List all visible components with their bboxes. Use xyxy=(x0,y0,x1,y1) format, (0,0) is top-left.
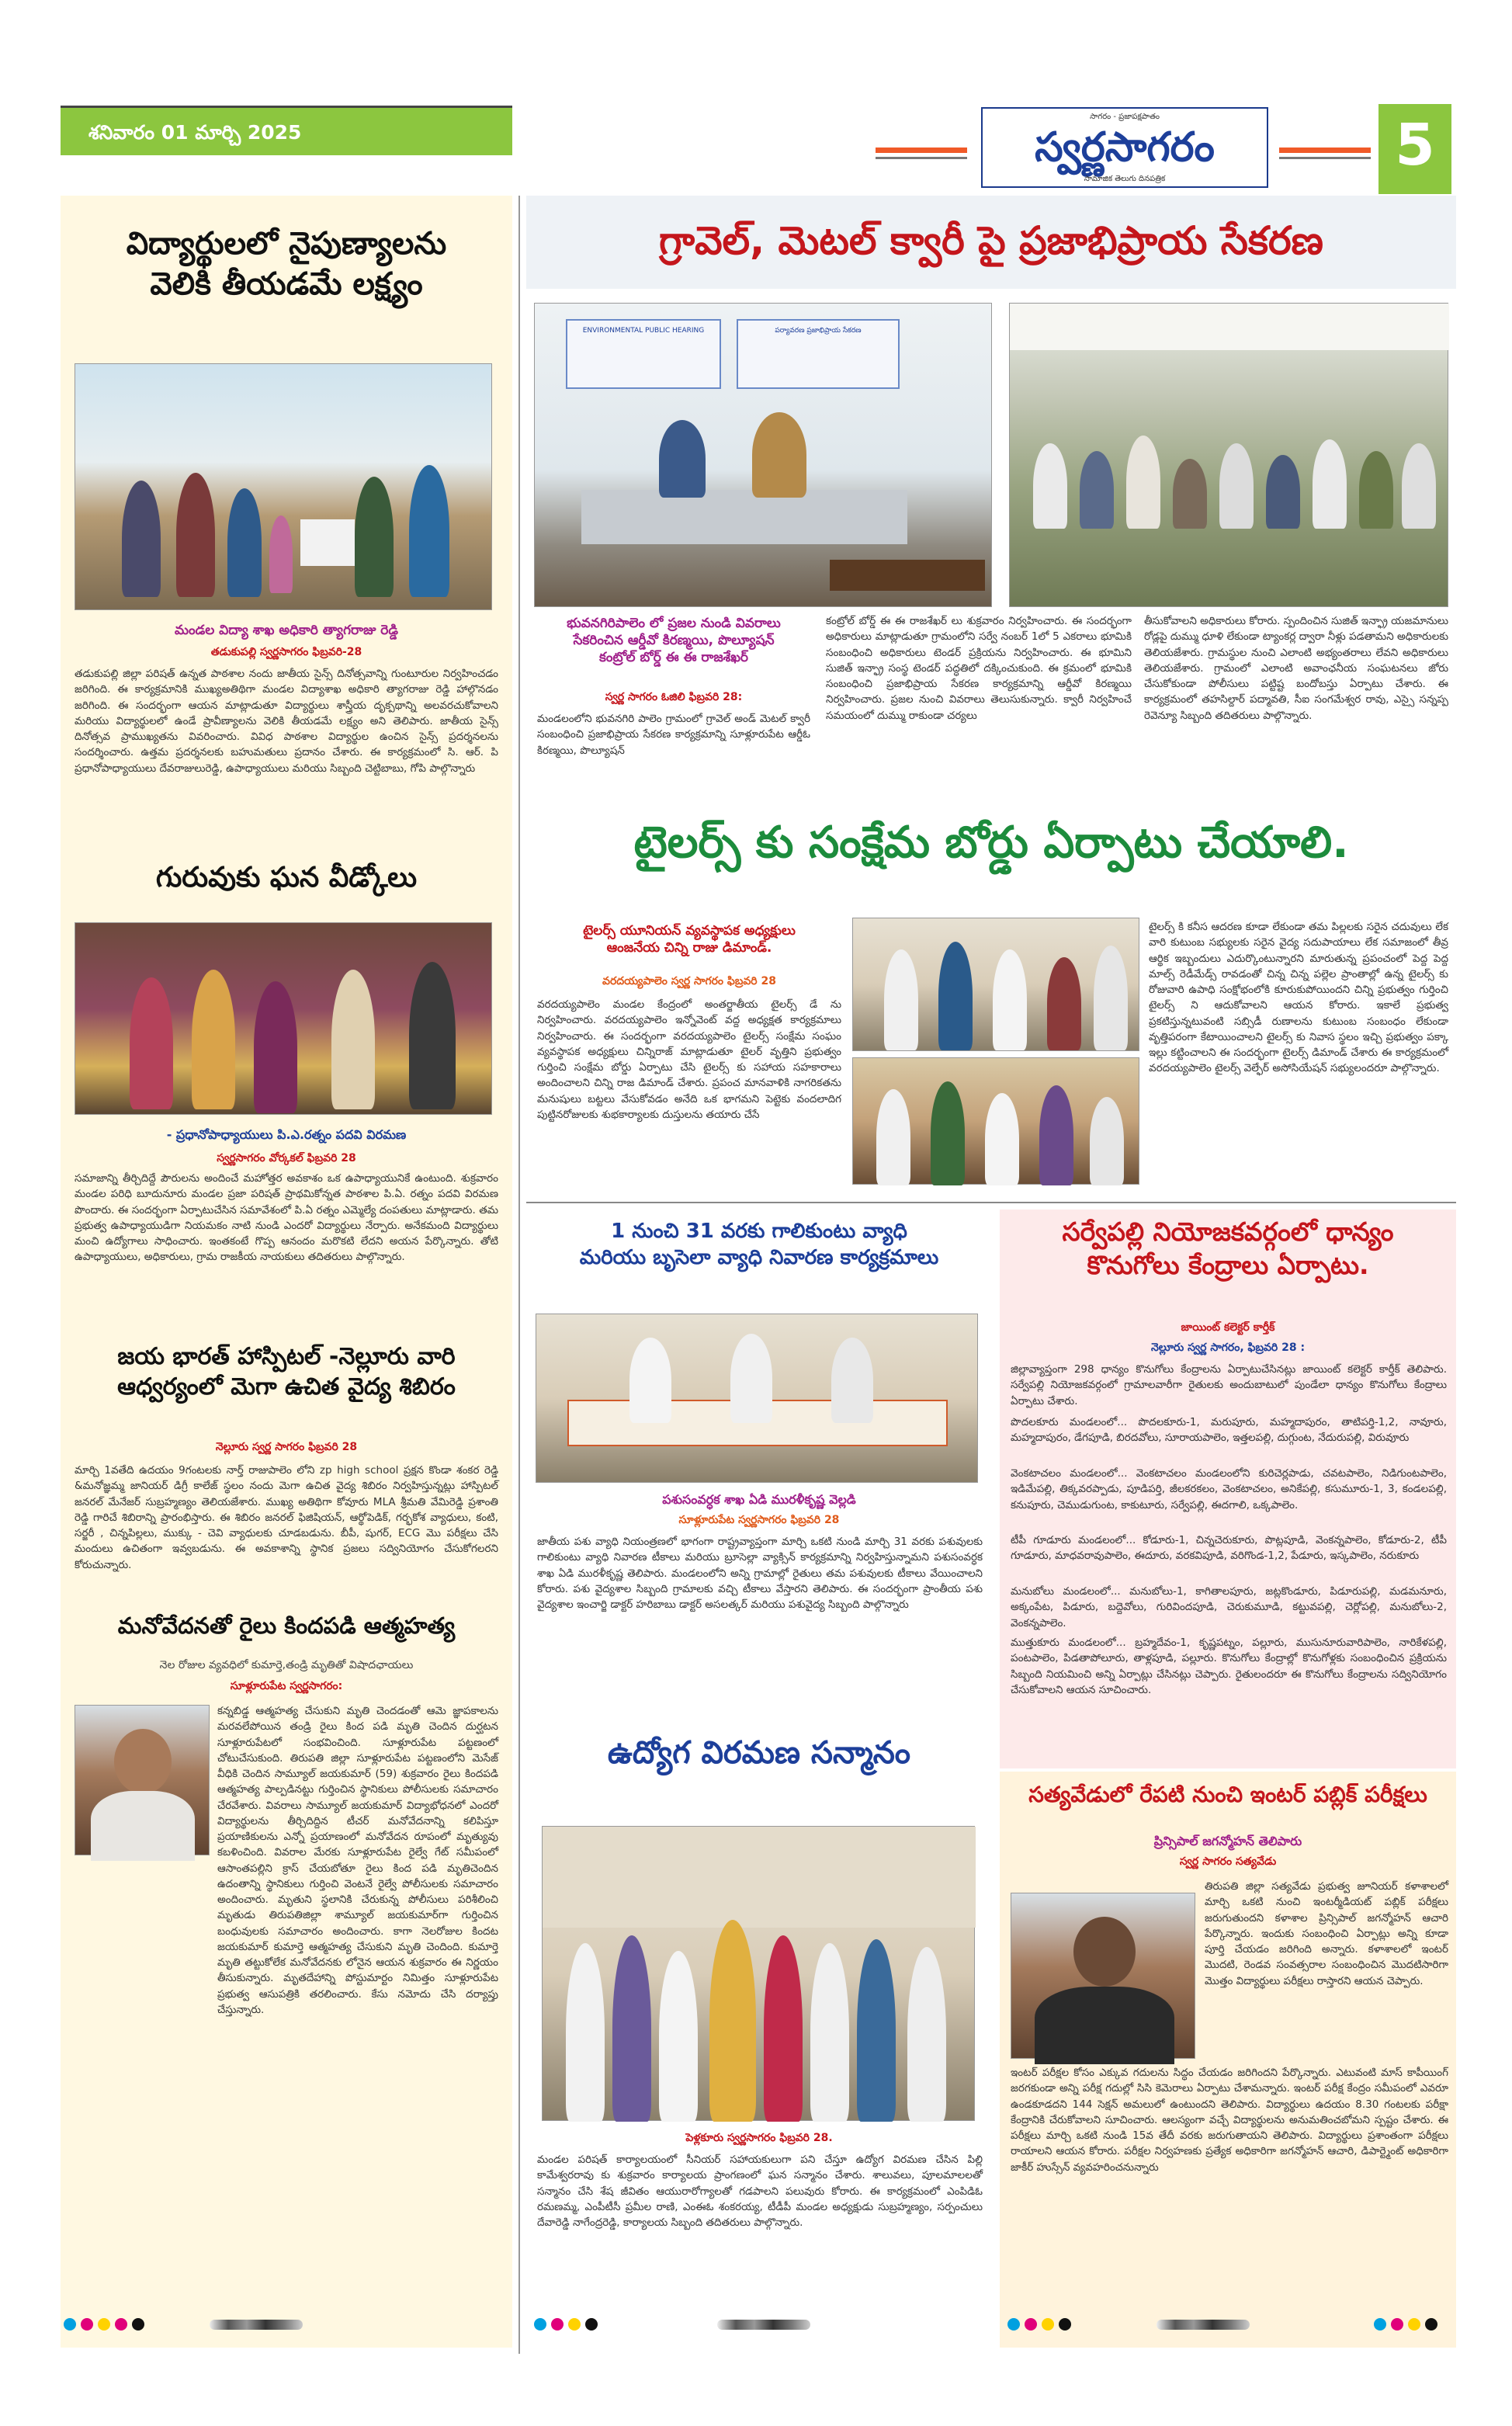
headline-line: వెలికి తీయడమే లక్ష్యం xyxy=(150,266,423,302)
registration-dot xyxy=(132,2318,144,2331)
grayscale-bar xyxy=(210,2320,303,2330)
school-event-photo xyxy=(75,363,492,610)
page-number: 5 xyxy=(1378,104,1451,194)
section-divider xyxy=(526,1202,1456,1203)
registration-dot xyxy=(568,2318,581,2331)
article-body: జాతీయ పశు వ్యాధి నియంత్రణలో భాగంగా రాష్ట్రవ్యాప్తంగా మార్చి ఒకటి నుండి మార్చి 31 వరకు పశువులకు గాలికుంటు వ్యాధి నివారణ టీకాలు మరియు బ్రూసెల్లా వ్యాక్సిన్ కార్యక్రమాన్ని నిర్వహిస్తున్నామని పశుసంవర్ధక శాఖ ఏడి మురళీకృష్ణ తెలిపారు. మండలంలోని అన్ని గ్రామాల్లో రైతులు తమ పశువులకు టీకాలు వేయించాలని కోరారు. పశు వైద్యశాల సిబ్బంది గ్రామాలకు వచ్చి టీకాలు వేస్తారని తెలిపారు. ఈ సందర్భంగా ప్రాంతీయ పశు వైద్యశాల ఇంచార్జి డాక్టర్ హరిబాబు డాక్టర్ అసలత్కర్ మరియు పశువైద్య సిబ్బంది పాల్గొన్నారు xyxy=(537,1536,983,1611)
dateline: స్వర్ణ సాగరం సత్యవేడు xyxy=(1179,1855,1277,1868)
mandal-list-podalakur: పొదలకూరు మండలంలో... పొదలకూరు-1, మరుపూరు, మహ్మదాపురం, తాటిపర్తి-1,2, నావూరు, మహ్మదాపురం, డేగపూడి, బిరదవోలు, సూరాయపాలెం, ఇత్తలపల్లి, దుగ్గుంట, నేదురుపల్లి, విరువూరు xyxy=(1011,1416,1447,1445)
headline-line: జయ భారత్ హాస్పిటల్ -నెల్లూరు వారి xyxy=(117,1343,456,1370)
article-body: మార్చి 1వతేది ఉదయం 9గంటలకు నార్త్ రాజుపాలెం లోని zp high school ప్రక్షన కొండా శంకర రెడ్డి &మనోజ్ఞమ్మ జానియర్ డిగ్రీ కాలేజ్ స్థలం నందు మెగా ఉచిత వైద్య శిబిరం నిర్వహిస్తున్నట్లు హాస్పిటల్ జనరల్ మేనేజర్ సుబ్రహ్మణ్యం తెలియజేశారు. ముఖ్య అతిథిగా కోవూరు MLA శ్రీమతి వేమిరెడ్డి ప్రశాంతి రెడ్డి గారిచే శిబిరాన్ని ప్రారంభిస్తారు. ఈ శిబిరం జనరల్ ఫిజిషియన్, ఆర్థోపెడిక్, గర్భకోశ వ్యాధులు, కంటి, సర్జరీ , చిన్నపిల్లలు, ముక్కు - చెవి వ్యాధులకు చూడబడును. బీపీ, షుగర్, ECG మొ పరీక్షలు చేసి మందులు ఉచితంగా ఇవ్వబడును. ఈ అవకాశాన్ని స్థానిక ప్రజలు సద్వినియోగం చేసుకోగలరని కోరుచున్నారు. xyxy=(75,1464,498,1571)
caption-line: సేకరించిన ఆర్డీవో కిరణ్మయి, పొల్యూషన్ xyxy=(573,633,775,649)
caption-line: కంట్రోల్ బోర్డ్ ఈ ఈ రాజశేఖర్ xyxy=(598,650,749,666)
article-body: తీసుకోవాలని అధికారులు కోరారు. స్పందించిన సుజిత్ ఇన్ఫ్రా యజమానులు రోడ్లపై దుమ్ము ధూళి లేకుండా ట్యాంకర్ల ద్వారా నీళ్లు పడతామని అధికారులకు తెలియజేశారు. గ్రామస్థుల నుంచి ఎలాంటి అభ్యంతరాలు లేవని అధికారులు తెలియజేశారు. గ్రామంలో ఎలాంటి అవాంఛనీయ సంఘటనలు జోరు చేసుకోకుండా పోలీసులు పట్టిష్ట బందోబస్తు ఏర్పాటు చేశారు. ఈ కార్యక్రమంలో తహసిల్దార్ పద్మావతి, సీఐ సంగమేశ్వర రావు, ఎస్సై సన్నప్ప రెవెన్యూ సిబ్బంది తదితరులు పాల్గొన్నారు. xyxy=(1144,615,1448,722)
article-subhead: నెల రోజుల వ్యవధిలో కుమార్తె,తండ్రి మృతితో విషాదఛాయలు xyxy=(159,1659,414,1671)
headline-line: కొనుగోలు కేంద్రాలు ఏర్పాటు. xyxy=(1087,1249,1369,1280)
article-body: మండలంలోని భువనగిరి పాలెం గ్రామంలో గ్రావెల్ అండ్ మెటల్ క్వారీ సంబంధించి ప్రజాభిప్రాయ సేకరణ కార్యక్రమాన్ని సూళ్లూరుపేట ఆర్డీఓ కిరణ్మయి, పొల్యూషన్ xyxy=(537,713,810,757)
dateline: స్వర్ణ సాగరం ఓజిలి ఫిబ్రవరి 28: xyxy=(605,691,743,703)
article-body: టైలర్స్ కి కనీస ఆదరణ కూడా లేకుండా తమ పిల్లలకు సరైన చదువులు లేక వారి కుటుంబ సభ్యులకు సరైన వైద్య సదుపాయాలు లేక సమాజంలో తీవ్ర ఆర్థిక ఇబ్బందులు ఎదుర్కొంటున్నారని మారుతున్న ప్రపంచంలో పెద్ద పెద్ద మాల్స్ రెడీమేడ్స్ రావడంతో చిన్న చిన్న పల్లెల ప్రాంతాల్లో ఉన్న టైలర్స్ కు రోజువారి ఉపాధి సంక్షోభంలోకి కూరుకుపోయిందని చిన్ని ప్రభుత్వం గుర్తించి టైలర్స్ ని ఆదుకోవాలని ఆయన కోరారు. ఇకాలే ప్రభుత్వ ప్రకటిస్తున్నటువంటి సబ్సిడీ రుణాలను కుటుంబ సంబంధం లేకుండా వృత్తిపరంగా కేటాయించాలని టైలర్స్ కు నివాస స్థలం ఇచ్చి ప్రభుత్వం పక్కా ఇల్లు కట్టించాలని ఈ సందర్భంగా టైలర్స్ డిమాండ్ చేశారు ఈ కార్యక్రమంలో వరదయ్యపాలెం టైలర్స్ వెల్ఫేర్ అసోసియేషన్ సభ్యులందరూ పాల్గొన్నారు. xyxy=(1149,921,1448,1075)
registration-dot xyxy=(585,2318,598,2331)
dateline: పెళ్లకూరు స్వర్ణసాగరం ఫిబ్రవరి 28. xyxy=(685,2132,833,2144)
headline-line: 1 నుంచి 31 వరకు గాలికుంటు వ్యాధి xyxy=(611,1220,907,1243)
header-rule xyxy=(61,106,512,108)
dateline: సూళ్లూరుపేట స్వర్ణసాగరం ఫిబ్రవరి 28 xyxy=(678,1514,840,1526)
registration-dot xyxy=(115,2318,127,2331)
registration-dot xyxy=(1059,2318,1071,2331)
dateline: సూళ్లూరుపేట స్వర్ణసాగరం: xyxy=(230,1680,343,1692)
article-body: ఇంటర్ పరీక్షల కోసం ఎక్కువ గదులను సిద్ధం చేయడం జరిగిందని పేర్కొన్నారు. ఎటువంటి మాస్ కాపీయింగ్ జరగకుండా అన్ని పరీక్ష గదుల్లో సిసి కెమెరాలు ఏర్పాటు చేశామన్నారు. ఇంటర్ పరీక్ష కేంద్రం సమీపంలో ఎవరూ ఉండకూడదని 144 సెక్షన్ అమలులో ఉంటుందని తెలిపారు. విద్యార్థులు ఉదయం 8.30 గంటలకు పరీక్షా కేంద్రానికి చేరుకోవాలని సూచించారు. ఆలస్యంగా వచ్చే విద్యార్థులను అనుమతించబోమని స్పష్టం చేశారు. ఈ పరీక్షలు మార్చి ఒకటి నుండి 15వ తేదీ వరకు జరుగుతాయని తెలిపారు. విద్యార్థులు ప్రశాంతంగా పరీక్షలు రాయాలని ఆయన కోరారు. పరీక్షల నిర్వహణకు ప్రత్యేక అధికారిగా జగన్మోహన్ ఆచారి, డిపార్ట్మెంట్ అధికారిగా జాకీర్ హుస్సేన్ వ్యవహరించనున్నారు xyxy=(1011,2067,1448,2174)
tailors-felicitation-photo xyxy=(852,1057,1139,1185)
grayscale-bar xyxy=(717,2320,810,2330)
registration-dot xyxy=(81,2318,93,2331)
article-headline xyxy=(67,224,506,304)
registration-dot xyxy=(64,2318,76,2331)
dateline: స్వర్ణసాగరం వోర్కకల్ ఫిబ్రవరి 28 xyxy=(217,1152,356,1164)
villagers-crowd-photo xyxy=(1009,303,1448,607)
header-rule xyxy=(876,148,967,153)
photo-caption: మండల విద్యా శాఖ అధికారి త్యాగరాజు రెడ్డి xyxy=(175,623,398,638)
registration-dot xyxy=(1425,2318,1437,2331)
headline-line: సర్వేపల్లి నియోజకవర్గంలో ధాన్యం xyxy=(1062,1216,1394,1247)
grayscale-bar xyxy=(1157,2320,1250,2330)
caption-line: భువనగిరిపాలెం లో ప్రజల నుండి వివరాలు xyxy=(567,616,781,631)
public-hearing-stage-photo xyxy=(534,303,992,607)
article-body-part: కన్నబిడ్డ ఆత్మహత్య చేసుకుని మృతి చెందడంతో ఆమె జ్ఞాపకాలను మరవలేపోయిన తండ్రి రైలు కింద పడి మృతి చెందిన దుర్ఘటన సూళ్లూరుపేటలో సంభవించింది. సూళ్లూరుపేట పట్టణంలో చోటుచేసుకుంది. తిరుపతి జిల్లా సూళ్లూరుపేట పట్టణంలోని మెసేజ్ వీధికి చెందిన సామ్యూల్ జయకుమార్ (59) శుక్రవారం రైలు కిందపడి ఆత్మహత్య పాల్పడినట్టు గుర్తించిన స్థానికులు పోలీసులకు సమాచారం చేరవేశారు. వివరాలు సామ్యూల్ జయకుమార్ విద్యాభోధనలో ఎందరో విద్యార్థులను తీర్చిదిద్దిన టీచర్ మనోవేదనాన్ని కలిపిస్తూ ప్రయాణికులను ఎన్నో ప్రయాణంలో మనోవేదన రూపంలో మృత్యువు కబళించింది. వివరాల మేరకు సూళ్లూరుపేట రైల్వే గేట్ సమీపంలో ఆసాంతపల్లిని క్రాస్ చేయబోతూ రైలు కింద పడి మృతిచెందిన ఉదంతాన్ని స్థానికులు గుర్తించి వెంటనే రైల్వే పోలీసులకు సమాచారం అందించారు. మృతుని స్థలానికి చేరుకున్న పోలీసులు పరిశీలించి మృతుడు తిరుపతిజిల్లా శామ్యూల్ జయకుమార్‌గా గుర్తించిన బంధువులకు సమాచారం అందించారు. కాగా నెలరోజుల కిందట జయకుమార్ కుమార్తె ఆత్మహత్య చేసుకుని మృతి చెందింది. కుమార్తె మృతి తట్టుకోలేక మనోవేదనకు లోనైన ఆయన శుక్రవారం ఈ నిర్ణయం తీసుకున్నారు. మృతదేహాన్ని పోస్టుమార్టం నిమిత్తం సూళ్లూరుపేట ప్రభుత్వ ఆసుపత్రికి తరలించారు. కేసు నమోదు చేసి దర్యాప్తు చేస్తున్నారు. xyxy=(217,1705,498,2016)
header-rule xyxy=(1279,148,1371,153)
header-rule xyxy=(1279,157,1371,159)
edition-date: శనివారం 01 మార్చి 2025 xyxy=(61,106,512,155)
tailors-meeting-photo xyxy=(852,918,1139,1051)
article-body: సమాజాన్ని తీర్చిదిద్దే పౌరులను అందించే మహోత్తర అవకాశం ఒక ఉపాధ్యాయునికే ఉంటుంది. శుక్రవారం మండల పరిధి బూదునూరు మండల ప్రజా పరిషత్ ప్రాథమికోన్నత పాఠశాల పి.ఏ. రత్నం పదవి విరమణ పొందారు. ఈ సందర్భంగా ఏర్పాటుచేసిన సమావేశంలో పి.ఏ రత్నం ఎమ్మెల్యే దంపతులు మాట్లాడారు. తమ ప్రభుత్వ ఉపాధ్యాయుడిగా నియమకం నాటి నుండి ఎందరో విద్యార్థులు నేర్పారు. అనేకమంది విద్యార్థులు మంచి ఉద్యోగాలు సాధించారు. ఇంతకంటే గొప్ప ఆనందం మరొకటి లేదని అయన పేర్కొన్నారు. తోటి ఉపాధ్యాయులు, అధికారులు, గ్రామ రాజకీయ నాయకులు తదితరులు పాల్గొన్నారు. xyxy=(75,1172,498,1264)
logo-title: స్వర్ణసాగరం xyxy=(1035,124,1215,171)
registration-dot xyxy=(534,2318,546,2331)
deceased-portrait-photo xyxy=(75,1705,210,1855)
registration-dot xyxy=(1391,2318,1403,2331)
article-body xyxy=(75,1860,498,2285)
article-headline: ఉద్యోగ విరమణ సన్మానం xyxy=(607,1735,911,1771)
article-body: మండల పరిషత్ కార్యాలయంలో సీనియర్ సహాయకులుగా పని చేస్తూ ఉద్యోగ విరమణ చేసిన పిల్లి కామేశ్వరరావు కు శుక్రవారం కార్యాలయ ప్రాంగణంలో ఘన సన్మానం చేశారు. శాలువలు, పూలమాలలతో సన్మానం చేసి శేష జీవితం ఆయురారోగ్యాలతో గడపాలని పలువురు కోరారు. ఈ కార్యక్రమంలో ఎంపిడిఓ రమణమ్మ, ఎంపీటీసీ ప్రమీల రాణి, ఎంఈఓ శంకరయ్య, టీడీపీ మండల అధ్యక్షుడు సుబ్రహ్మణ్యం, సర్పంచులు దేవారెడ్డి నాగేంద్రరెడ్డి, కార్యాలయ సిబ్బంది తదితరులు పాల్గొన్నారు. xyxy=(537,2154,983,2229)
awareness-poster-photo xyxy=(536,1314,978,1483)
headline-line: విద్యార్థులలో నైపుణ్యాలను xyxy=(126,226,447,262)
registration-dot xyxy=(1408,2318,1420,2331)
article-headline: గ్రావెల్, మెటల్ క్వారీ పై ప్రజాభిప్రాయ సేకరణ xyxy=(659,218,1323,263)
registration-dot xyxy=(1374,2318,1386,2331)
logo-subtitle: సామాజిక తెలుగు దినపత్రిక xyxy=(1084,175,1166,183)
registration-dot xyxy=(1007,2318,1020,2331)
article-headline xyxy=(1000,1216,1456,1282)
column-divider xyxy=(518,196,520,2354)
dateline: నెల్లూరు స్వర్ణ సాగరం, ఫిబ్రవరి 28 : xyxy=(1150,1341,1306,1354)
mandal-list-tp-gudur: టీపీ గూడూరు మండలంలో... కోడూరు-1, చిన్నచెరుకూరు, పొట్లపూడి, వెంకన్నపాలెం, కోడూరు-2, టీపీ గూడూరు, మాధవరావుపాలెం, ఈదూరు, వరకవిపూడి, వరిగొండ-1,2, పేడూరు, ఇస్కపాలెం, నరుకూరు xyxy=(1011,1534,1447,1563)
hearing-banner: పర్యావరణ ప్రజాభిప్రాయ సేకరణ xyxy=(737,319,900,389)
photo-caption xyxy=(534,615,813,666)
mandal-list-muthukur: ముత్తుకూరు మండలంలో... బ్రహ్మదేవం-1, కృష్ణపట్నం, పల్లూరు, ముసునూరువారిపాలెం, నారికేళపల్లి, పంటపాలెం, పిడతాపోలూరు, తాళ్లపూడి, పల్లూరు. కొనుగోలు కేంద్రాల్లో కొనుగోళ్లకు సంబంధించిన ప్రక్రియను సిబ్బంది నియమించి అన్ని ఏర్పాట్లు చేసినట్లు చెప్పారు. రైతులందరూ ఈ కొనుగోలు కేంద్రాలను సద్వినియోగం చేసుకోవాలని ఆయన సూచించారు. xyxy=(1011,1636,1447,1696)
principal-portrait-photo xyxy=(1011,1893,1195,2059)
headline-line: ఆధ్వర్యంలో మెగా ఉచిత వైద్య శిబిరం xyxy=(117,1373,456,1400)
article-headline: సత్యవేడులో రేపటి నుంచి ఇంటర్ పబ్లిక్ పరీక్షలు xyxy=(1028,1782,1427,1807)
header-rule xyxy=(876,157,967,159)
hearing-banner: ENVIRONMENTAL PUBLIC HEARING xyxy=(566,319,721,389)
mandal-list-manubolu: మనుబోలు మండలంలో... మనుబోలు-1, కాగితాలపూరు, జట్లకొండూరు, పిడూరుపల్లి, మడమనూరు, అక్కంపేట, పిడూరు, బద్దెవోలు, గురివిందపూడి, చెరుకుమూడి, కట్టువపల్లి, చెర్లోపల్లి, మనుబోలు-2, వెంకన్నపాలెం. xyxy=(1011,1585,1447,1629)
logo-tagline: సాగరం - ప్రజాపక్షపాతం xyxy=(1090,113,1160,121)
registration-dot xyxy=(551,2318,564,2331)
registration-dot xyxy=(1025,2318,1037,2331)
article-headline xyxy=(67,1341,506,1402)
registration-dot xyxy=(1042,2318,1054,2331)
article-body: జిల్లావ్యాప్తంగా 298 ధాన్యం కొనుగోలు కేంద్రాలను ఏర్పాటుచేసినట్లు జాయింట్ కలెక్టర్ కార్తీక్ తెలిపారు. సర్వేపల్లి నియోజకవర్గంలో గ్రామాలవారీగా రైతులకు అందుబాటులో పుండేలా ధాన్యం కొనుగోలు కేంద్రాలు ఏర్పాటు చేశారు. xyxy=(1011,1363,1447,1407)
photo-caption: - ప్రధానోపాధ్యాయులు పి.ఎ.రత్నం పదవి విరమణ xyxy=(166,1127,407,1142)
mandal-list-venkatachalam: వెంకటాచలం మండలంలో... వెంకటాచలం మండలంలోని కురిచెర్లపాడు, చవటపాలెం, నిడిగుంటపాలెం, ఇడిమేపల్లి, తిక్కవరప్పాడు, పూడిపర్తి, జీలకరకలం, వెంకటాచలం, అనికేపల్లి, కసుమూరు-1, 3, కండలపల్లి, కనుపూరు, చెముడుగుంట, కాకుటూరు, సర్వేపల్లి, ఈదగాలి, ఒక్కపాలెం. xyxy=(1011,1467,1447,1511)
registration-dot xyxy=(98,2318,110,2331)
article-body: కంట్రోల్ బోర్డ్ ఈ ఈ రాజశేఖర్ లు శుక్రవారం నిర్వహించారు. ఈ సందర్భంగా అధికారులు మాట్లాడుతూ గ్రామంలోని సర్వే నంబర్ 1లో 5 ఎకరాలు భూమికి సంబంధించి అధికారులు టెండర్ ప్రక్రియను నిర్వహించారు. ఈ భూమిని సుజిత్ ఇన్ఫ్రా సంస్థ టెండర్ పద్ధతిలో దక్కించుకుంది. ఈ క్రమంలో భూమికి సంబంధించి ప్రజాభిప్రాయ సేకరణ కార్యక్రమాన్ని ఆర్డీవో కిరణ్మయి నిర్వహించారు. ప్రజల నుంచి వివరాలు తెలుసుకున్నారు. క్వారీ నిర్వహించే సమయంలో దుమ్ము రాకుండా చర్యలు xyxy=(826,615,1132,722)
article-headline: మనోవేదనతో రైలు కిందపడి ఆత్మహత్య xyxy=(117,1612,456,1639)
byline: ప్రిన్సిపాల్ జగన్మోహన్ తెలిపారు xyxy=(1153,1834,1302,1848)
subhead-line: టైలర్స్ యూనియన్ వ్యవస్థాపక అధ్యక్షులు xyxy=(583,923,796,939)
article-subhead xyxy=(534,922,844,956)
dateline: నెల్లూరు స్వర్ణ సాగరం ఫిబ్రవరి 28 xyxy=(215,1441,358,1453)
retirement-felicitation-photo xyxy=(542,1826,975,2121)
headline-line: మరియు బృసెలా వ్యాధి నివారణ కార్యక్రమాలు xyxy=(579,1245,939,1269)
newspaper-logo xyxy=(981,107,1268,188)
subhead-line: ఆంజనేయ చిన్ని రాజు డిమాండ్. xyxy=(606,940,772,956)
farewell-event-photo xyxy=(75,922,492,1115)
dateline: వరదయ్యపాలెం స్వర్ణ సాగరం ఫిబ్రవరి 28 xyxy=(602,975,776,987)
article-headline: గురువుకు ఘన వీడ్కోలు xyxy=(155,862,418,894)
photo-caption: పశుసంవర్ధక శాఖ ఏడి మురళీకృష్ణ వెల్లడి xyxy=(662,1492,856,1507)
article-headline xyxy=(526,1219,992,1272)
article-body: వరదయ్యపాలెం మండల కేంద్రంలో అంతర్జాతీయ టైలర్స్ డే ను నిర్వహించారు. వరదయ్యపాలెం ఇన్నోవెంట్ వద్ద అధ్యక్షత కార్యక్రమాలు నిర్వహించారు. ఈ సందర్భంగా వరదయ్యపాలెం టైలర్స్ సంక్షేమ సంఘం వ్యవస్థాపక అధ్యక్షులు చిన్నిరాజ్ మాట్లాడుతూ టైలర్ వృత్తిని ప్రభుత్వం గుర్తించి సంక్షేమ బోర్డు ఏర్పాటు చేసి టైలర్స్ కు సహాయ సహకారాలు అందించాలని చిన్ని రాజ డిమాండ్ చేశారు. ప్రపంచ మానవాళికి నాగరికతను మనుషులు బట్టలు వేసుకోవడం అనేది ఒక భాగమని పెట్టెకు వందలాదిగ పుట్టినరోజులకు శుభకార్యాలకు దుస్తులను తయారు చేసే xyxy=(537,998,841,1121)
article-headline: టైలర్స్ కు సంక్షేమ బోర్డు ఏర్పాటు చేయాలి. xyxy=(633,817,1349,868)
article-body: తడుకుపల్లి జిల్లా పరిషత్ ఉన్నత పాఠశాల నందు జాతీయ సైన్స్ దినోత్సవాన్ని గుంటూరుల నిర్వహించడం జరిగింది. ఈ కార్యక్రమానికి ముఖ్యఅతిథిగా మండల విద్యాశాఖ అధికారి త్యాగరాజు రెడ్డి హాల్గొనడం జరిగింది. ఈ సందర్భంగా ఆయన మాట్లాడుతూ విద్యార్థులు శాస్త్రీయ దృక్పథాన్ని అలవరచుకోవాలని మరియు విద్యార్థులలో ఉండే ప్రావీణ్యాలను వెలికి తీయడమే లక్ష్యం అని తెలిపారు. జాతీయ సైన్స్ దినోత్సవ ప్రాముఖ్యతను వివరించారు. వివిధ పాఠశాల విద్యార్థుల ఉంచిన సైన్స్ ప్రదర్శనలను సందర్శించారు. ఉత్తమ ప్రదర్శనలకు బహుమతులు ప్రదానం చేశారు. ఈ కార్యక్రమంలో సి. ఆర్. పి ప్రధానోపాధ్యాయులు దేవరాజులురెడ్డి, ఉపాధ్యాయులు మరియు సిబ్బంది చెట్టిబాబు, గోపి పాల్గొన్నారు xyxy=(75,668,498,775)
dateline: తడుకుపల్లి స్వర్ణసాగరం ఫిబ్రవరి-28 xyxy=(210,646,362,658)
byline: జాయింట్ కలెక్టర్ కార్తీక్ xyxy=(1181,1321,1275,1334)
article-body: తిరుపతి జిల్లా సత్యవేడు ప్రభుత్వ జూనియర్ కళాశాలలో మార్చి ఒకటి నుంచి ఇంటర్మీడియట్ పబ్లిక్ పరీక్షలు జరుగుతుందని కళాశాల ప్రిన్సిపాల్ జగన్మోహన్ ఆచారి పేర్కొన్నారు. ఇందుకు సంబంధించి ఏర్పాట్లు అన్ని కూడా పూర్తి చేయడం జరిగింది అన్నారు. కళాశాలలో ఇంటర్ మొదటి, రెండవ సంవత్సరాల సంబంధించిన మొదటిసారిగా మొత్తం విద్యార్థులు పరీక్షలు రాస్తారని ఆయన చెప్పారు. xyxy=(1205,1880,1448,1987)
